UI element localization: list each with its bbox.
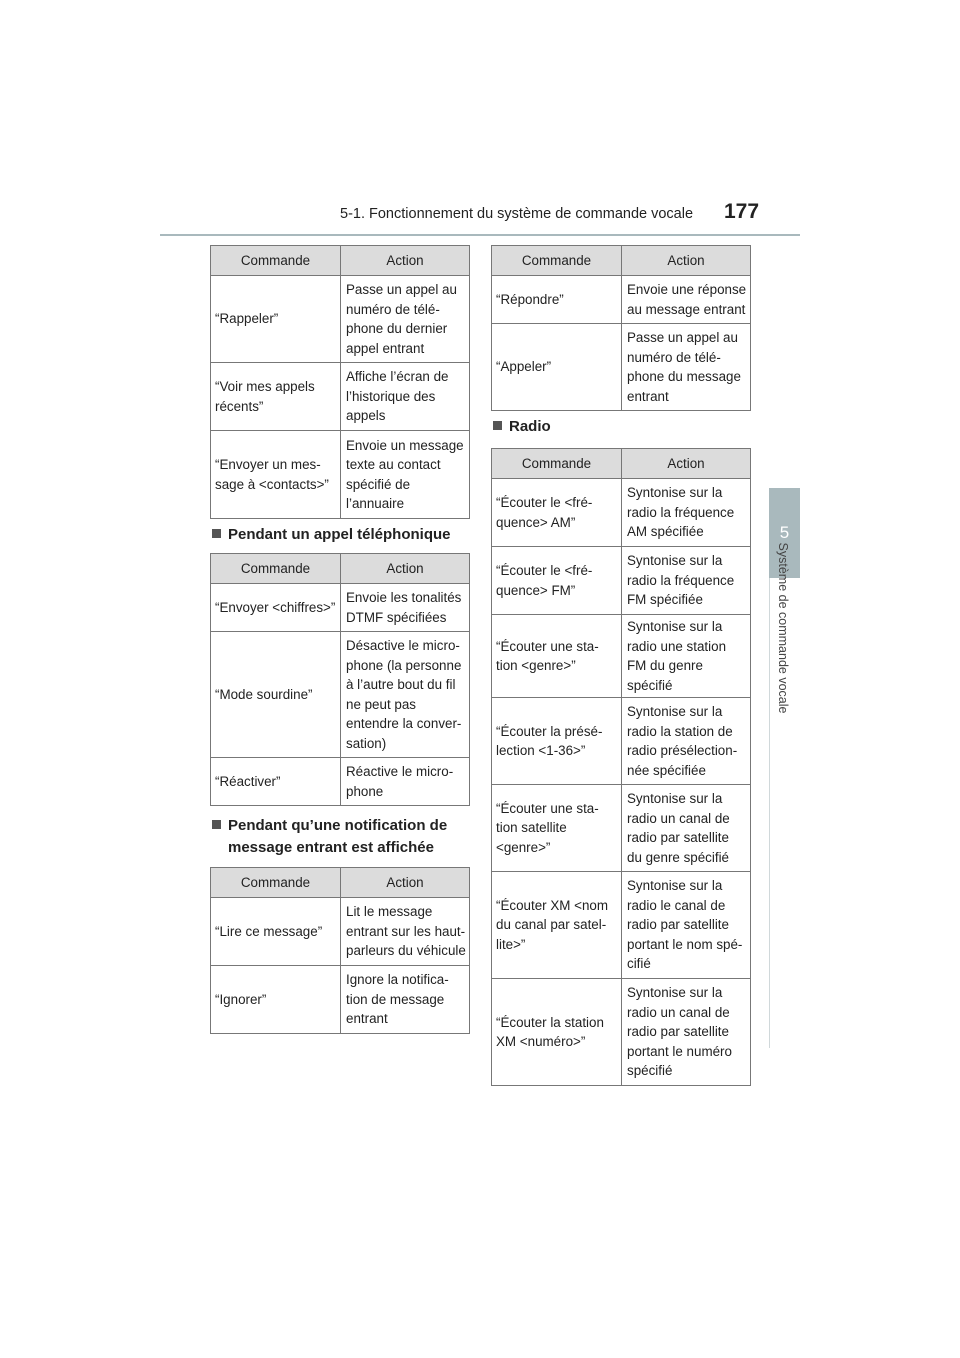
running-header: 5-1. Fonctionnement du système de commande vocale — [340, 206, 694, 222]
command-cell: “Écouter la station XM <numéro>” — [492, 979, 622, 1086]
command-cell: “Appeler” — [492, 324, 622, 411]
action-cell: Syntonise sur la radio un canal de radio par satellite portant le numéro spécifié — [622, 979, 751, 1086]
column-header-action: Action — [341, 246, 470, 276]
command-cell: “Voir mes appels récents” — [211, 363, 341, 431]
table-header-row — [492, 246, 751, 276]
action-cell: Lit le message entrant sur les haut-parleurs du véhicule — [341, 898, 470, 966]
phone-commands-table — [210, 245, 470, 519]
table-row — [211, 276, 470, 363]
table-header-row — [492, 449, 751, 479]
command-cell: “Envoyer un mes-sage à <contacts>” — [211, 431, 341, 519]
column-header-command: Commande — [492, 449, 622, 479]
action-cell: Syntonise sur la radio une station FM du genre spécifié — [622, 615, 751, 698]
column-header-action: Action — [622, 449, 751, 479]
heading-radio: Radio — [493, 416, 743, 438]
action-cell: Syntonise sur la radio un canal de radio par satellite du genre spécifié — [622, 785, 751, 872]
table-header-row — [211, 868, 470, 898]
command-cell: “Rappeler” — [211, 276, 341, 363]
header-rule — [160, 234, 800, 236]
table-row — [492, 479, 751, 547]
action-cell: Syntonise sur la radio le canal de radio par satellite portant le nom spé-cifié — [622, 872, 751, 979]
column-header-action: Action — [341, 868, 470, 898]
action-cell: Envoie les tonalités DTMF spécifiées — [341, 584, 470, 632]
message-commands-table-continued — [491, 245, 751, 411]
table-row — [492, 872, 751, 979]
heading-message-notification: Pendant qu’une notification de message entrant est affichée — [212, 815, 468, 859]
command-cell: “Mode sourdine” — [211, 632, 341, 758]
column-header-command: Commande — [211, 868, 341, 898]
square-bullet-icon — [493, 421, 502, 430]
chapter-number: 5 — [779, 523, 790, 542]
table-row — [492, 276, 751, 324]
command-cell: “Écouter une sta-tion <genre>” — [492, 615, 622, 698]
command-cell: “Écouter le <fré-quence> FM” — [492, 547, 622, 615]
action-cell: Passe un appel au numéro de télé-phone du dernier appel entrant — [341, 276, 470, 363]
action-cell: Envoie une réponse au message entrant — [622, 276, 751, 324]
table-row — [211, 898, 470, 966]
column-header-command: Commande — [492, 246, 622, 276]
action-cell: Syntonise sur la radio la fréquence FM spécifiée — [622, 547, 751, 615]
table-row — [492, 324, 751, 411]
command-cell: “Lire ce message” — [211, 898, 341, 966]
column-header-command: Commande — [211, 246, 341, 276]
command-cell: “Écouter la présé-lection <1-36>” — [492, 698, 622, 785]
message-commands-table — [210, 867, 470, 1034]
table-row — [492, 785, 751, 872]
column-header-action: Action — [622, 246, 751, 276]
column-header-command: Commande — [211, 554, 341, 584]
heading-during-call: Pendant un appel téléphonique — [212, 524, 472, 546]
action-cell: Affiche l’écran de l’historique des appels — [341, 363, 470, 431]
during-call-commands-table — [210, 553, 470, 806]
command-cell: “Écouter le <fré-quence> AM” — [492, 479, 622, 547]
table-header-row — [211, 246, 470, 276]
action-cell: Syntonise sur la radio la fréquence AM spécifiée — [622, 479, 751, 547]
column-header-action: Action — [341, 554, 470, 584]
page-number: 177 — [724, 200, 760, 223]
table-row — [211, 758, 470, 806]
command-cell: “Ignorer” — [211, 966, 341, 1034]
table-row — [492, 615, 751, 698]
action-cell: Envoie un message texte au contact spécifié de l’annuaire — [341, 431, 470, 519]
table-row — [492, 698, 751, 785]
chapter-label: Système de commande vocale — [776, 542, 790, 714]
table-row — [211, 632, 470, 758]
action-cell: Ignore la notifica-tion de message entrant — [341, 966, 470, 1034]
table-row — [211, 584, 470, 632]
square-bullet-icon — [212, 820, 221, 829]
table-header-row — [211, 554, 470, 584]
action-cell: Syntonise sur la radio la station de radio présélection-née spécifiée — [622, 698, 751, 785]
table-row — [492, 979, 751, 1086]
table-row — [211, 363, 470, 431]
action-cell: Passe un appel au numéro de télé-phone du message entrant — [622, 324, 751, 411]
table-row — [492, 547, 751, 615]
command-cell: “Réactiver” — [211, 758, 341, 806]
command-cell: “Écouter XM <nom du canal par satel-lite>” — [492, 872, 622, 979]
square-bullet-icon — [212, 529, 221, 538]
action-cell: Désactive le micro-phone (la personne à l’autre bout du fil ne peut pas entendre la conver-sation) — [341, 632, 470, 758]
table-row — [211, 966, 470, 1034]
command-cell: “Envoyer <chiffres>” — [211, 584, 341, 632]
radio-commands-table — [491, 448, 751, 1086]
command-cell: “Répondre” — [492, 276, 622, 324]
action-cell: Réactive le micro-phone — [341, 758, 470, 806]
table-row — [211, 431, 470, 519]
command-cell: “Écouter une sta-tion satellite <genre>” — [492, 785, 622, 872]
